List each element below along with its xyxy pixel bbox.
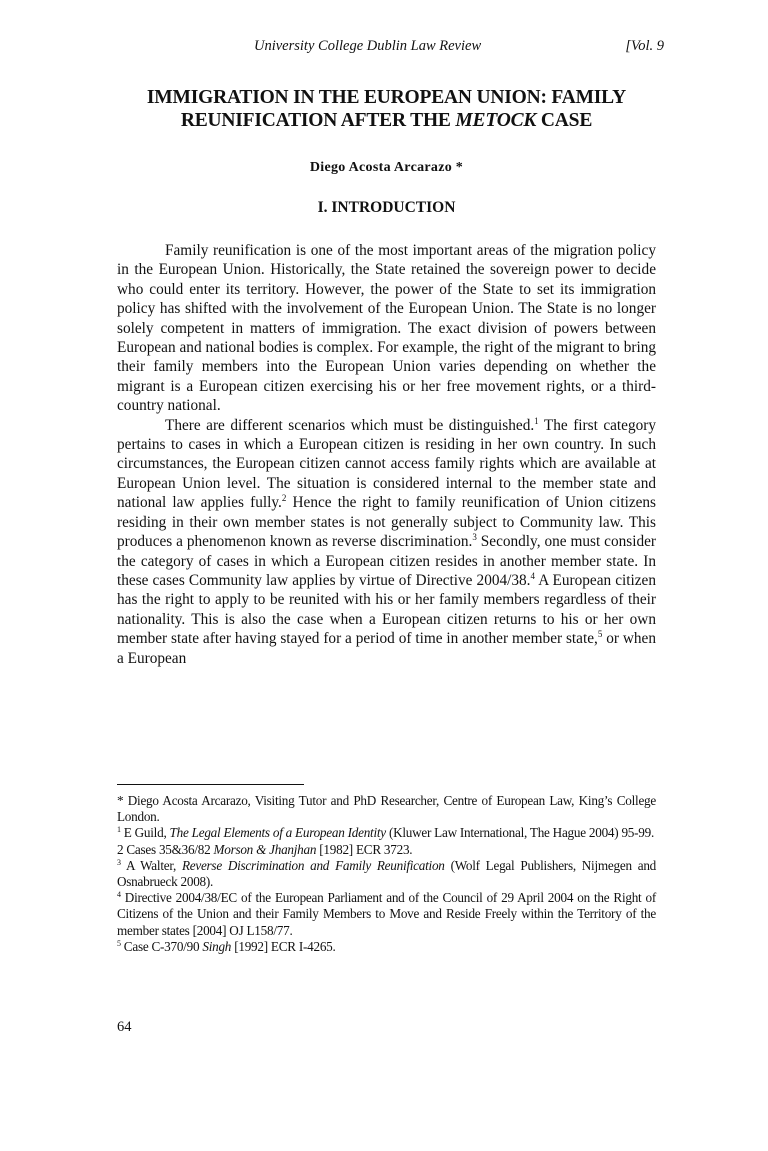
section-heading: I. INTRODUCTION bbox=[317, 199, 456, 216]
footnote-mark: 5 bbox=[117, 938, 121, 948]
footnote-mark: 1 bbox=[117, 825, 121, 835]
footnote-text: (Kluwer Law International, The Hague 2004) 95-99. bbox=[385, 825, 655, 841]
footnote-text: Case C-370/90 bbox=[120, 938, 203, 954]
footnote-ref[interactable]: 1 bbox=[534, 415, 539, 426]
footnote-text: A Walter, bbox=[120, 857, 182, 873]
running-head bbox=[117, 38, 664, 58]
paragraph-text: or when a European bbox=[117, 630, 656, 667]
journal-name: University College Dublin Law Review bbox=[254, 38, 482, 54]
body-text bbox=[117, 241, 656, 668]
footnote-star: * Diego Acosta Arcarazo, Visiting Tutor and PhD Researcher, Centre of European Law, King’s College London. bbox=[117, 793, 656, 825]
volume-number: [Vol. 9 bbox=[625, 38, 664, 54]
footnote-text: Directive 2004/38/EC of the European Parliament and of the Council of 29 April 2004 on the Right of Citizens of the Union and their Family Members to Move and Reside Freely within the Territory of the member states [2004] OJ L158/77. bbox=[117, 890, 656, 938]
book-title: The Legal Elements of a European Identity bbox=[169, 825, 386, 841]
case-name: Singh bbox=[202, 938, 232, 954]
paragraph-text: Secondly, one must consider the category of cases in which a European citizen resides in another member state. In these cases Community law applies by virtue of Directive 2004/38. bbox=[117, 533, 656, 589]
footnote-5 bbox=[117, 939, 656, 955]
article-title bbox=[117, 86, 656, 132]
footnote-ref[interactable]: 4 bbox=[530, 570, 536, 581]
footnote-3 bbox=[117, 858, 656, 890]
footnote-1 bbox=[117, 825, 656, 841]
paragraph-text: A European citizen has the right to apply to be reunited with his or her family members regardless of their nationality. This is also the case when a European citizen returns to his or her own member state after having stayed for a period of time in another member state, bbox=[117, 571, 656, 648]
case-name-italic: METOCK bbox=[455, 110, 537, 131]
footnote-text: [1992] ECR I-4265. bbox=[231, 938, 336, 954]
paragraph-2 bbox=[117, 416, 656, 668]
case-name: Morson & Jhanjhan bbox=[213, 841, 317, 857]
book-title: Reverse Discrimination and Family Reunification bbox=[181, 857, 445, 873]
title-line-1: IMMIGRATION IN THE EUROPEAN UNION: FAMILY bbox=[146, 87, 627, 108]
footnote-ref[interactable]: 5 bbox=[597, 629, 603, 640]
paragraph-1: Family reunification is one of the most important areas of the migration policy in the European Union. Historically, the State retained the sovereign power to decide who could enter its territory. However, the power of the State to set its immigration policy has shifted with the involvement of the European Union. The State is no longer solely competent in matters of immigration. The exact division of powers between European and national bodies is complex. For example, the right of the migrant to bring their family members into the European Union varies depending on whether the migrant is a European citizen exercising his or her free movement rights, or a third-country national. bbox=[117, 242, 656, 415]
footnote-ref[interactable]: 2 bbox=[281, 493, 287, 504]
footnote-2 bbox=[117, 842, 656, 858]
footnote-divider bbox=[117, 784, 304, 785]
footnotes bbox=[117, 793, 656, 955]
paragraph-text: Hence the right to family reunification of Union citizens residing in their own member states is not generally subject to Community law. This produces a phenomenon known as reverse discrimination. bbox=[117, 494, 656, 551]
footnote-text: [1982] ECR 3723. bbox=[316, 841, 413, 857]
footnote-mark: 3 bbox=[117, 857, 121, 867]
paragraph-text: The first category pertains to cases in which a European citizen is residing in her own country. In such circumstances, the European citizen cannot access family rights which are available at European Union level. The situation is considered internal to the member state and national law applies fully. bbox=[117, 416, 656, 512]
footnote-text: (Wolf Legal Publishers, Nijmegen and Osnabrueck 2008). bbox=[117, 857, 657, 890]
title-text: CASE bbox=[536, 110, 593, 131]
title-line-2 bbox=[117, 109, 656, 132]
footnote-text: 2 Cases 35&36/82 bbox=[117, 841, 214, 857]
author-name: Diego Acosta Arcarazo * bbox=[309, 160, 464, 175]
paragraph-text: There are different scenarios which must be distinguished. bbox=[165, 416, 535, 434]
footnote-ref[interactable]: 3 bbox=[472, 532, 477, 543]
footnote-4 bbox=[117, 890, 656, 939]
footnote-text: E Guild, bbox=[120, 825, 170, 841]
page-number: 64 bbox=[117, 1019, 132, 1035]
title-text: REUNIFICATION AFTER THE bbox=[180, 110, 456, 131]
footnote-mark: 4 bbox=[117, 890, 121, 900]
